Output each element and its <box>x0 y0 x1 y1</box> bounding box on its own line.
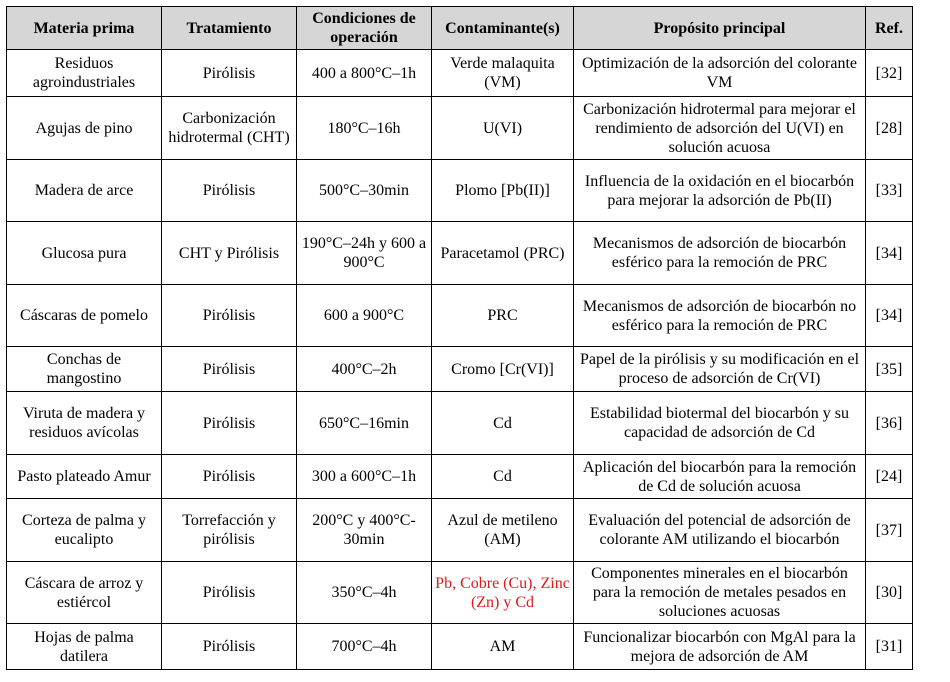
cell-condiciones: 180°C–16h <box>297 97 432 160</box>
cell-proposito: Mecanismos de adsorción de biocarbón esférico para la remoción de PRC <box>574 222 866 285</box>
cell-ref: [36] <box>866 392 913 455</box>
cell-materia-prima: Madera de arce <box>7 160 162 222</box>
cell-condiciones: 350°C–4h <box>297 562 432 624</box>
table-container <box>6 6 913 670</box>
cell-condiciones: 600 a 900°C <box>297 285 432 347</box>
cell-contaminante-highlight: Pb, Cobre (Cu), Zinc (Zn) y Cd <box>432 562 574 624</box>
header-condiciones: Condiciones de operación <box>297 7 432 50</box>
cell-contaminante: Azul de metileno (AM) <box>432 499 574 562</box>
cell-condiciones: 200°C y 400°C-30min <box>297 499 432 562</box>
cell-ref: [30] <box>866 562 913 624</box>
table-row <box>7 160 913 222</box>
cell-contaminante: U(VI) <box>432 97 574 160</box>
cell-condiciones: 400°C–2h <box>297 347 432 392</box>
cell-tratamiento: CHT y Pirólisis <box>162 222 297 285</box>
table-row <box>7 285 913 347</box>
cell-contaminante: AM <box>432 624 574 670</box>
cell-tratamiento: Pirólisis <box>162 455 297 499</box>
cell-ref: [33] <box>866 160 913 222</box>
cell-proposito: Carbonización hidrotermal para mejorar el rendimiento de adsorción del U(VI) en solución acuosa <box>574 97 866 160</box>
cell-proposito: Influencia de la oxidación en el biocarbón para mejorar la adsorción de Pb(II) <box>574 160 866 222</box>
cell-condiciones: 650°C–16min <box>297 392 432 455</box>
cell-proposito: Componentes minerales en el biocarbón para la remoción de metales pesados en soluciones acuosas <box>574 562 866 624</box>
header-proposito: Propósito principal <box>574 7 866 50</box>
cell-condiciones: 500°C–30min <box>297 160 432 222</box>
cell-contaminante: Verde malaquita (VM) <box>432 50 574 97</box>
cell-ref: [34] <box>866 285 913 347</box>
cell-materia-prima: Cáscara de arroz y estiércol <box>7 562 162 624</box>
cell-materia-prima: Pasto plateado Amur <box>7 455 162 499</box>
cell-ref: [28] <box>866 97 913 160</box>
cell-tratamiento: Pirólisis <box>162 347 297 392</box>
cell-proposito: Papel de la pirólisis y su modificación en el proceso de adsorción de Cr(VI) <box>574 347 866 392</box>
cell-proposito: Evaluación del potencial de adsorción de colorante AM utilizando el biocarbón <box>574 499 866 562</box>
cell-tratamiento: Pirólisis <box>162 285 297 347</box>
cell-ref: [35] <box>866 347 913 392</box>
cell-proposito: Funcionalizar biocarbón con MgAl para la mejora de adsorción de AM <box>574 624 866 670</box>
cell-contaminante: Cd <box>432 455 574 499</box>
table-row <box>7 97 913 160</box>
cell-condiciones: 300 a 600°C–1h <box>297 455 432 499</box>
table-row <box>7 347 913 392</box>
cell-tratamiento: Pirólisis <box>162 160 297 222</box>
cell-contaminante: PRC <box>432 285 574 347</box>
cell-contaminante: Paracetamol (PRC) <box>432 222 574 285</box>
header-row <box>7 7 913 50</box>
cell-proposito: Estabilidad biotermal del biocarbón y su capacidad de adsorción de Cd <box>574 392 866 455</box>
header-materia-prima: Materia prima <box>7 7 162 50</box>
cell-contaminante: Plomo [Pb(II)] <box>432 160 574 222</box>
cell-materia-prima: Corteza de palma y eucalipto <box>7 499 162 562</box>
cell-tratamiento: Carbonización hidrotermal (CHT) <box>162 97 297 160</box>
cell-ref: [31] <box>866 624 913 670</box>
cell-contaminante: Cd <box>432 392 574 455</box>
cell-tratamiento: Pirólisis <box>162 392 297 455</box>
cell-ref: [37] <box>866 499 913 562</box>
data-table <box>6 6 913 670</box>
cell-proposito: Mecanismos de adsorción de biocarbón no esférico para la remoción de PRC <box>574 285 866 347</box>
cell-condiciones: 700°C–4h <box>297 624 432 670</box>
cell-materia-prima: Hojas de palma datilera <box>7 624 162 670</box>
cell-condiciones: 400 a 800°C–1h <box>297 50 432 97</box>
cell-tratamiento: Pirólisis <box>162 624 297 670</box>
cell-ref: [34] <box>866 222 913 285</box>
cell-ref: [32] <box>866 50 913 97</box>
cell-tratamiento: Pirólisis <box>162 50 297 97</box>
cell-materia-prima: Conchas de mangostino <box>7 347 162 392</box>
cell-contaminante: Cromo [Cr(VI)] <box>432 347 574 392</box>
cell-condiciones: 190°C–24h y 600 a 900°C <box>297 222 432 285</box>
table-row <box>7 624 913 670</box>
cell-tratamiento: Pirólisis <box>162 562 297 624</box>
header-ref: Ref. <box>866 7 913 50</box>
cell-materia-prima: Cáscaras de pomelo <box>7 285 162 347</box>
table-row <box>7 222 913 285</box>
header-tratamiento: Tratamiento <box>162 7 297 50</box>
table-row <box>7 499 913 562</box>
cell-materia-prima: Residuos agroindustriales <box>7 50 162 97</box>
cell-materia-prima: Agujas de pino <box>7 97 162 160</box>
cell-materia-prima: Glucosa pura <box>7 222 162 285</box>
table-row <box>7 50 913 97</box>
cell-proposito: Optimización de la adsorción del colorante VM <box>574 50 866 97</box>
cell-materia-prima: Viruta de madera y residuos avícolas <box>7 392 162 455</box>
cell-proposito: Aplicación del biocarbón para la remoción de Cd de solución acuosa <box>574 455 866 499</box>
cell-ref: [24] <box>866 455 913 499</box>
table-row <box>7 562 913 624</box>
table-row <box>7 455 913 499</box>
cell-tratamiento: Torrefacción y pirólisis <box>162 499 297 562</box>
table-row <box>7 392 913 455</box>
header-contaminantes: Contaminante(s) <box>432 7 574 50</box>
